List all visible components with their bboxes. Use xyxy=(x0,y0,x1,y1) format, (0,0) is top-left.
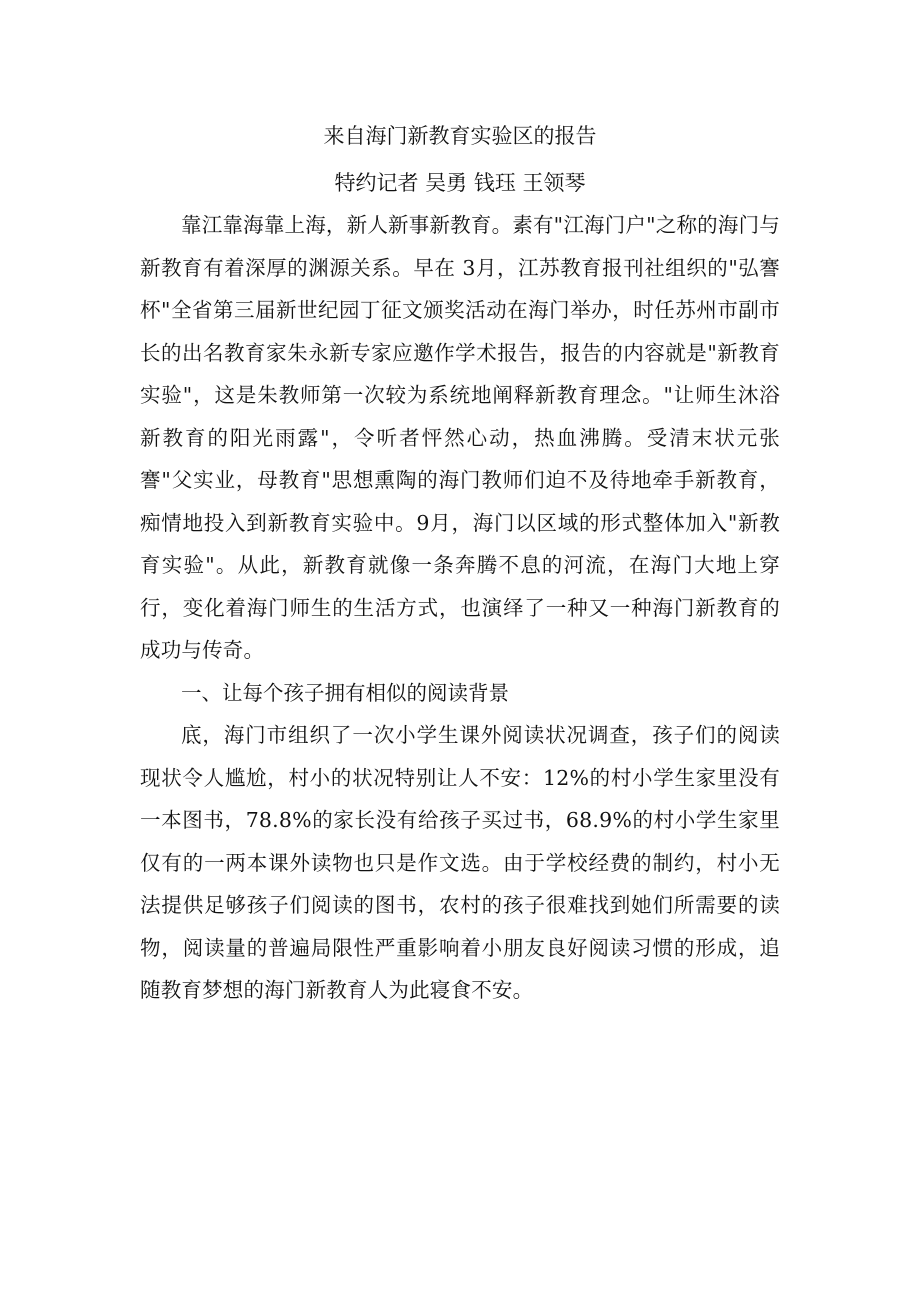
section-paragraph: 底，海门市组织了一次小学生课外阅读状况调查，孩子们的阅读现状令人尴尬，村小的状况特别让人不安：12%的村小学生家里没有一本图书，78.8%的家长没有给孩子买过书，68.9%的村小学生家里仅有的一两本课外读物也只是作文选。由于学校经费的制约，村小无法提供足够孩子们阅读的图书，农村的孩子很难找到她们所需要的读物，阅读量的普遍局限性严重影响着小朋友良好阅读习惯的形成，追随教育梦想的海门新教育人为此寝食不安。 xyxy=(140,723,780,1002)
intro-paragraph: 靠江靠海靠上海，新人新事新教育。素有"江海门户"之称的海门与新教育有着深厚的渊源关系。早在 3月，江苏教育报刊社组织的"弘謇杯"全省第三届新世纪园丁征文颁奖活动在海门举办，时任苏州市副市长的出名教育家朱永新专家应邀作学术报告，报告的内容就是"新教育实验"，这是朱教师第一次较为系统地阐释新教育理念。"让师生沐浴新教育的阳光雨露"，令听者怦然心动，热血沸腾。受清末状元张謇"父实业，母教育"思想熏陶的海门教师们迫不及待地牵手新教育，痴情地投入到新教育实验中。9月，海门以区域的形式整体加入"新教育实验"。从此，新教育就像一条奔腾不息的河流，在海门大地上穿行，变化着海门师生的生活方式，也演绎了一种又一种海门新教育的成功与传奇。 xyxy=(140,213,780,662)
section-heading: 一、让每个孩子拥有相似的阅读背景 xyxy=(181,680,509,705)
document-title: 来自海门新教育实验区的报告 xyxy=(323,124,597,148)
author-byline: 特约记者 吴勇 钱珏 王领琴 xyxy=(334,171,586,195)
document-body xyxy=(140,116,780,1012)
